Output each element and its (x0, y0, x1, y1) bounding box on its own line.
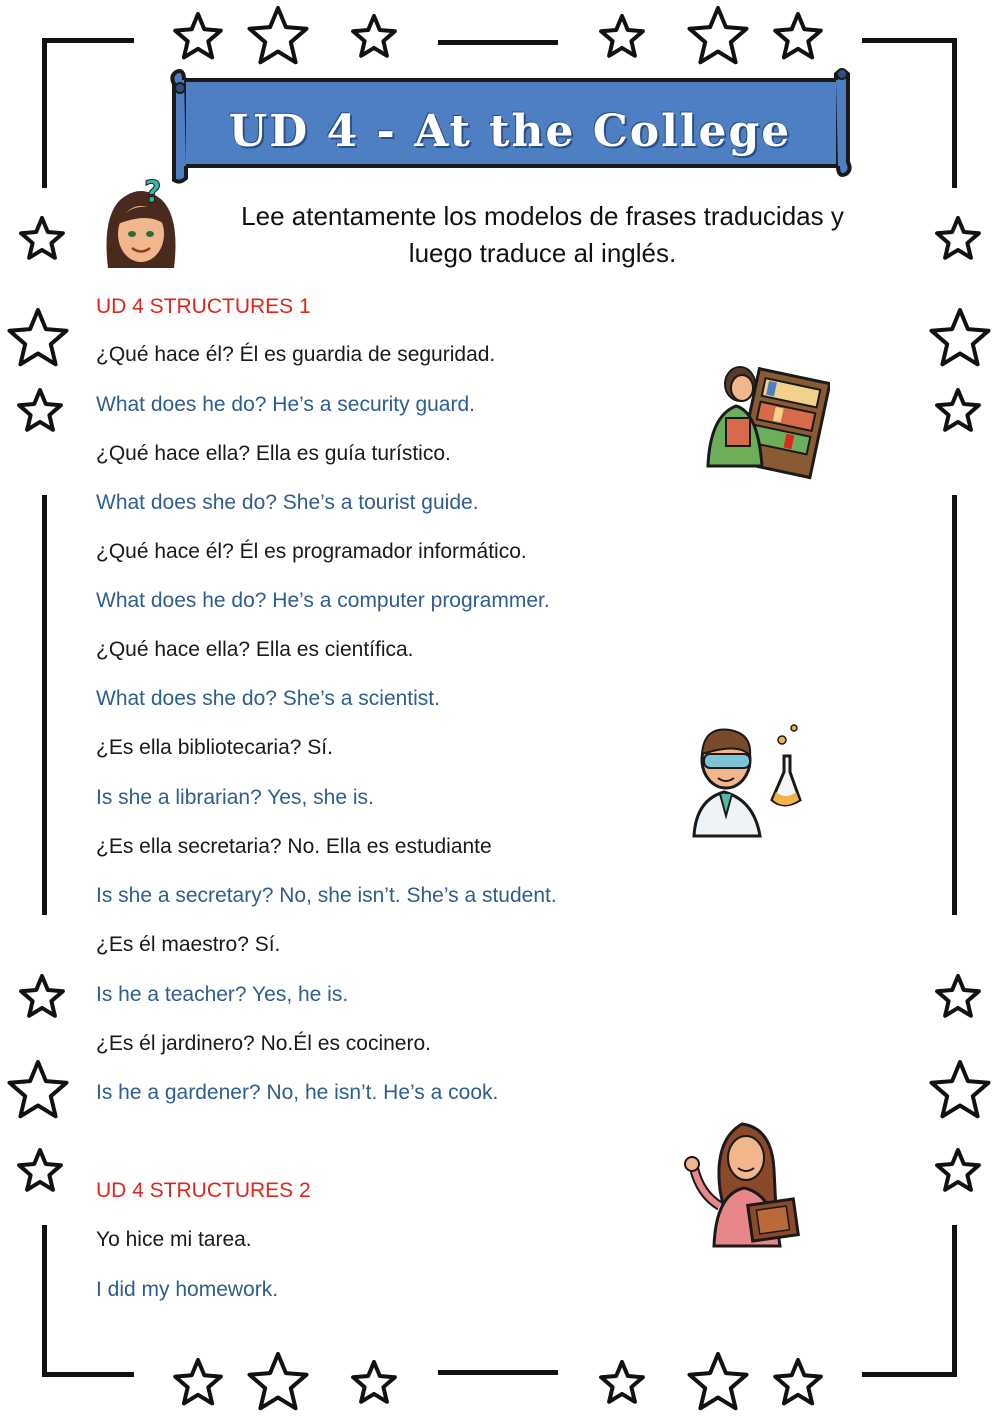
star-icon (246, 6, 310, 70)
translation-line: Is he a gardener? No, he isn’t. He’s a cook. (96, 1081, 499, 1104)
translation-line: What does she do? She’s a tourist guide. (96, 491, 479, 514)
frame-top-middle-line (438, 40, 558, 45)
svg-text:?: ? (144, 178, 162, 210)
star-icon (772, 1358, 824, 1410)
sentence-line: ¿Es ella secretaria? No. Ella es estudiante (96, 835, 492, 858)
star-icon (172, 1358, 224, 1410)
sentence-line: ¿Es él maestro? Sí. (96, 933, 281, 956)
translation-line: What does he do? He’s a computer programmer. (96, 589, 550, 612)
star-icon (18, 974, 66, 1022)
frame-left-top-line (42, 38, 47, 188)
librarian-bookshelf-icon (700, 356, 830, 482)
star-icon (928, 1060, 992, 1124)
instructions-line-2: luego traduce al inglés. (408, 238, 677, 268)
star-icon (928, 308, 992, 372)
sentence-line: Yo hice mi tarea. (96, 1228, 252, 1251)
sentence-line: ¿Es él jardinero? No.Él es cocinero. (96, 1032, 431, 1055)
frame-bottom-right-line (862, 1372, 957, 1377)
frame-bottom-middle-line (438, 1370, 558, 1375)
translation-line: Is she a librarian? Yes, she is. (96, 786, 374, 809)
frame-bottom-left-line (42, 1372, 134, 1377)
frame-top-left-line (42, 38, 134, 43)
star-icon (246, 1352, 310, 1416)
sentence-line: ¿Qué hace ella? Ella es científica. (96, 638, 414, 661)
star-icon (686, 1352, 750, 1416)
star-icon (934, 1148, 982, 1196)
sentence-line: ¿Qué hace él? Él es guardia de seguridad. (96, 343, 496, 366)
sentence-line: ¿Es ella bibliotecaria? Sí. (96, 736, 333, 759)
instructions-line-1: Lee atentamente los modelos de frases traducidas y (241, 201, 844, 231)
student-girl-book-icon (680, 1110, 810, 1250)
section-heading-structures-2: UD 4 STRUCTURES 2 (96, 1179, 311, 1202)
frame-right-middle-line (952, 495, 957, 915)
star-icon (934, 388, 982, 436)
star-icon (934, 974, 982, 1022)
frame-right-top-line (952, 38, 957, 188)
scientist-flask-icon (684, 716, 818, 838)
girl-avatar-question-icon (98, 178, 184, 274)
star-icon (16, 1148, 64, 1196)
page-title: UD 4 - At the College (228, 105, 792, 157)
star-icon (6, 1060, 70, 1124)
frame-top-right-line (862, 38, 957, 43)
translation-line: What does she do? She’s a scientist. (96, 687, 440, 710)
star-icon (686, 6, 750, 70)
translation-line: What does he do? He’s a security guard. (96, 393, 475, 416)
frame-left-bottom-line (42, 1225, 47, 1375)
star-icon (350, 1360, 398, 1408)
star-icon (598, 14, 646, 62)
instructions (195, 198, 890, 272)
translation-line: Is she a secretary? No, she isn’t. She’s a student. (96, 884, 557, 907)
frame-left-middle-line (42, 495, 47, 915)
sentence-line: ¿Qué hace él? Él es programador informático. (96, 540, 527, 563)
star-icon (172, 12, 224, 64)
star-icon (16, 388, 64, 436)
star-icon (598, 1360, 646, 1408)
sentence-line: ¿Qué hace ella? Ella es guía turístico. (96, 442, 451, 465)
star-icon (350, 14, 398, 62)
frame-right-bottom-line (952, 1225, 957, 1375)
translation-line: I did my homework. (96, 1278, 279, 1301)
star-icon (6, 308, 70, 372)
star-icon (934, 216, 982, 264)
star-icon (18, 216, 66, 264)
section-heading-structures-1: UD 4 STRUCTURES 1 (96, 295, 311, 318)
star-icon (772, 12, 824, 64)
translation-line: Is he a teacher? Yes, he is. (96, 983, 349, 1006)
